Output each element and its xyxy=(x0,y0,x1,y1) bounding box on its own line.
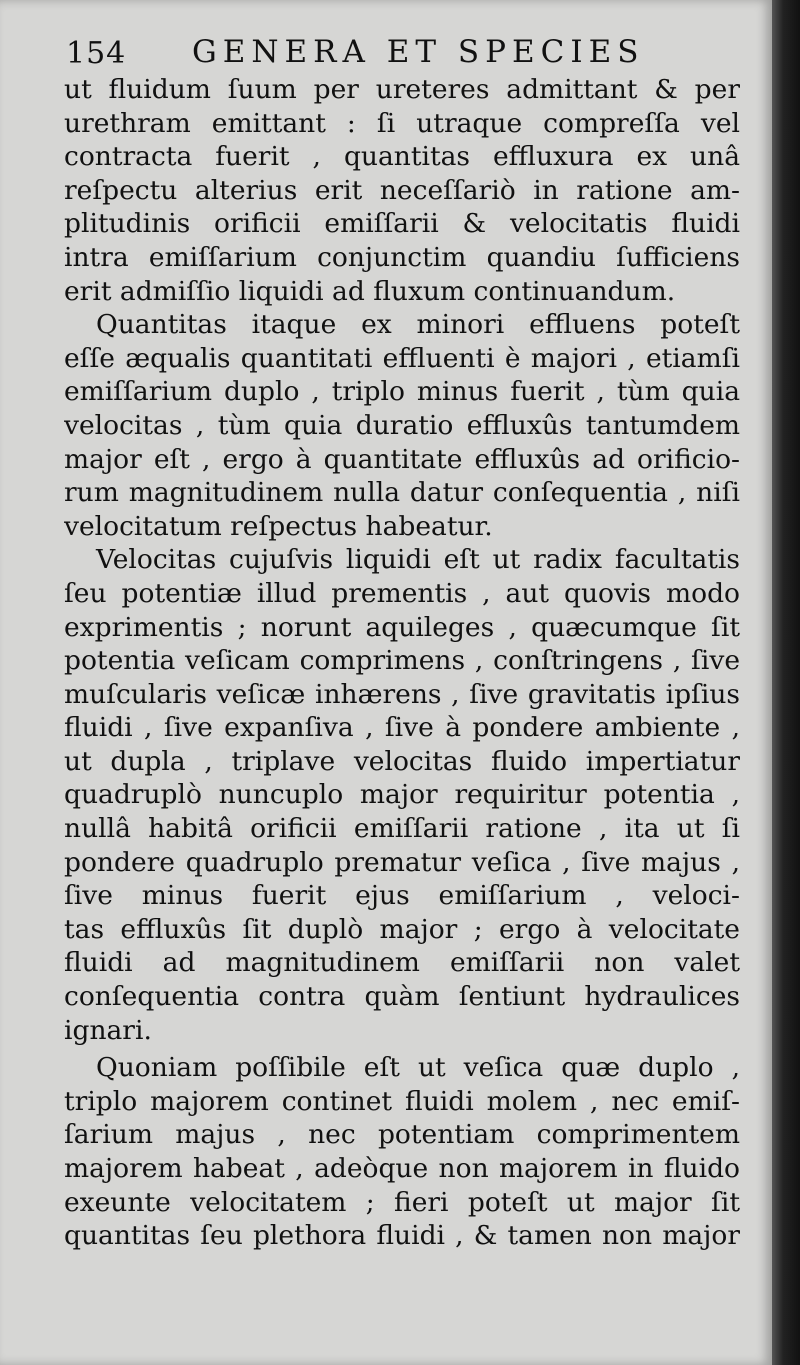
text-line: tas effluxûs ſit duplò major ; ergo à velocitate xyxy=(64,913,740,945)
text-line: potentia veſicam comprimens , conſtringens , ſive xyxy=(64,645,740,677)
text-line: contracta fuerit , quantitas effluxura ex unâ xyxy=(64,141,740,173)
body-text xyxy=(64,73,740,1253)
text-line: fluidi ad magnitudinem emiſſarii non valet xyxy=(64,947,740,979)
paragraph-4 xyxy=(64,1051,740,1253)
text-line: majorem habeat , adeòque non majorem in fluido xyxy=(64,1153,740,1184)
text-line: ut dupla , triplave velocitas fluido impertiatur xyxy=(64,745,740,777)
text-line: Velocitas cujuſvis liquidi eſt ut radix facultatis xyxy=(96,544,740,576)
text-line: triplo majorem continet fluidi molem , nec emiſ- xyxy=(64,1085,740,1117)
text-line: exprimentis ; norunt aquileges , quæcumque ſit xyxy=(64,611,740,643)
text-line: ut fluidum ſuum per ureteres admittant & per xyxy=(64,74,740,105)
page-edge xyxy=(772,0,800,1365)
paragraph-3 xyxy=(64,543,740,1047)
text-line: ſarium majus , nec potentiam comprimentem xyxy=(64,1119,740,1151)
page-number: 154 xyxy=(66,36,127,71)
text-line: ſive minus fuerit ejus emiſſarium , veloci- xyxy=(64,880,740,912)
text-line: eſſe æqualis quantitati effluenti è majori , etiamſi xyxy=(64,342,740,374)
text-line: rum magnitudinem nulla datur conſequentia , niſi xyxy=(64,477,740,509)
text-line: erit admiſſio liquidi ad fluxum continuandum. xyxy=(64,275,676,307)
text-line: Quantitas itaque ex minori effluens poteſt xyxy=(96,309,740,341)
text-line: major eſt , ergo à quantitate effluxûs ad orificio- xyxy=(64,443,740,475)
text-line: pondere quadruplo prematur veſica , ſive majus , xyxy=(64,846,740,878)
text-line: nullâ habitâ orificii emiſſarii ratione , ita ut ſi xyxy=(64,813,740,845)
paragraph-1 xyxy=(64,73,740,308)
text-line: ſeu potentiæ illud prementis , aut quovis modo xyxy=(64,577,740,609)
text-line: velocitas , tùm quia duratio effluxûs tantumdem xyxy=(64,409,740,441)
page-header xyxy=(66,34,746,74)
text-line: ignari. xyxy=(64,1014,152,1046)
text-line: Quoniam poſſibile eſt ut veſica quæ duplo , xyxy=(96,1052,740,1084)
text-line: quadruplò nuncuplo major requiritur potentia , xyxy=(64,779,740,811)
text-line: quantitas ſeu plethora fluidi , & tamen non major xyxy=(64,1220,740,1252)
paragraph-2 xyxy=(64,308,740,543)
text-line: plitudinis orificii emiſſarii & velocitatis fluidi xyxy=(64,208,740,240)
text-line: reſpectu alterius erit neceſſariò in ratione am- xyxy=(64,174,740,206)
text-line: exeunte velocitatem ; fieri poteſt ut major ſit xyxy=(64,1186,740,1218)
text-line: urethram emittant : ſi utraque compreſſa vel xyxy=(64,107,740,139)
text-line: intra emiſſarium conjunctim quandiu ſufficiens xyxy=(64,241,740,273)
text-line: conſequentia contra quàm ſentiunt hydraulices xyxy=(64,981,740,1013)
text-line: velocitatum reſpectus habeatur. xyxy=(64,510,493,542)
text-line: muſcularis veſicæ inhærens , ſive gravitatis ipſius xyxy=(64,678,740,710)
text-line: emiſſarium duplo , triplo minus fuerit , tùm quia xyxy=(64,376,740,408)
text-line: fluidi , ſive expanſiva , ſive à pondere ambiente , xyxy=(64,712,740,744)
running-head: GENERA ET SPECIES xyxy=(192,34,645,70)
